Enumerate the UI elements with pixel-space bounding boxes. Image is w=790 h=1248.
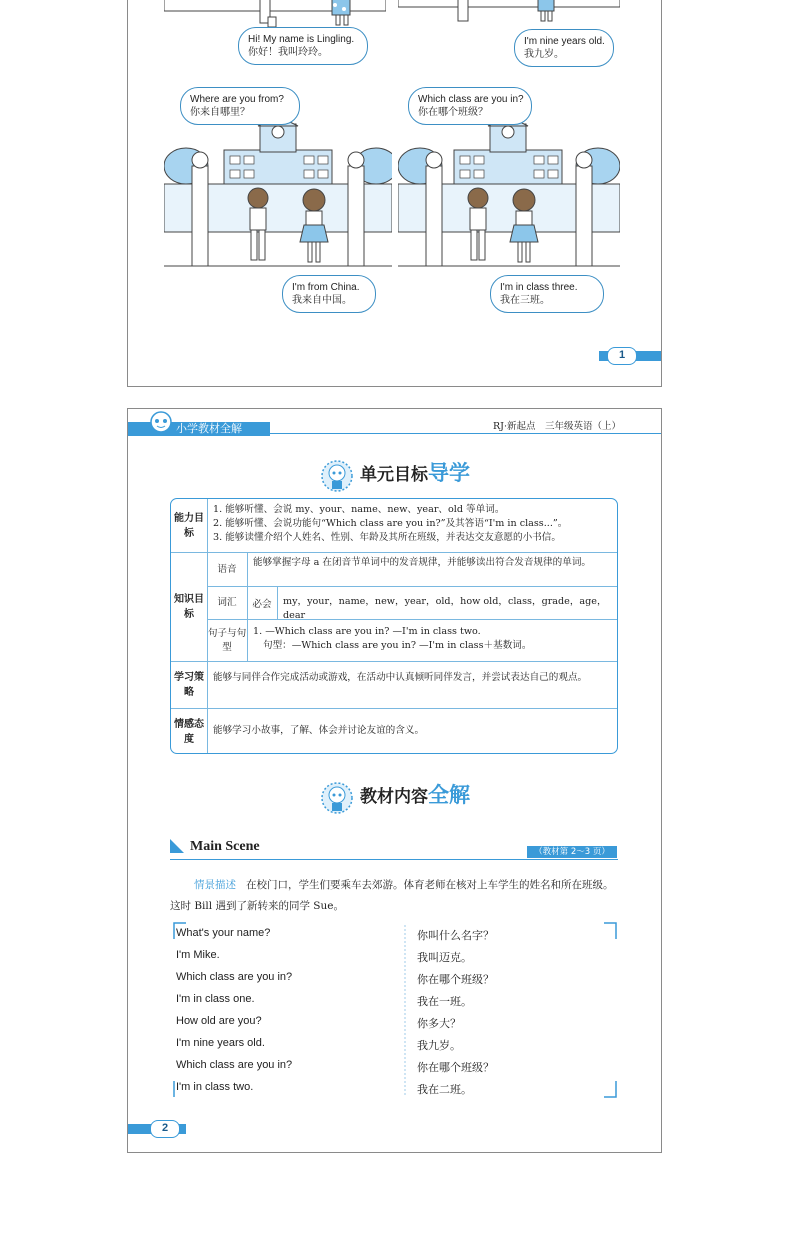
scene-description bbox=[170, 875, 620, 917]
ability-lines bbox=[213, 503, 611, 545]
comic-panel-top-right bbox=[398, 0, 620, 29]
dialog-line-english: I'm in class two. bbox=[176, 1081, 254, 1093]
triangle-marker-icon bbox=[170, 839, 184, 853]
goal-line: 1. 能够听懂、会说 my、your、name、new、year、old 等单词。 bbox=[213, 504, 505, 515]
section-title-text: 教材内容 bbox=[360, 787, 429, 807]
sub-label: 语音 bbox=[207, 553, 248, 586]
attitude-text: 能够学习小故事，了解、体会并讨论友谊的含义。 bbox=[213, 725, 425, 736]
page-number: 1 bbox=[607, 347, 637, 365]
scene-description-text: 在校门口，学生们要乘车去郊游。体育老师在核对上车学生的姓名和所在班级。这时 Bill 遇到了新转来的同学 Sue。 bbox=[170, 879, 614, 912]
textbook-page-1 bbox=[127, 0, 662, 387]
goals-table bbox=[170, 498, 618, 754]
dialog-line-english: I'm in class one. bbox=[176, 993, 255, 1005]
dialog-bracket-frame bbox=[172, 921, 618, 1101]
row-label: 情感态度 bbox=[171, 709, 208, 754]
comic-panel-school-gate-left bbox=[164, 114, 392, 274]
comic-panel-school-gate-right bbox=[398, 114, 620, 274]
dialog-line-chinese: 你在哪个班级？ bbox=[417, 973, 494, 986]
mascot-icon bbox=[319, 459, 355, 493]
bubble-english: I'm in class three. bbox=[500, 282, 578, 293]
dialog-line-english: I'm Mike. bbox=[176, 949, 220, 961]
textbook-page-2 bbox=[127, 408, 662, 1153]
row-label: 知识目标 bbox=[171, 553, 208, 661]
bubble-chinese: 你来自哪里？ bbox=[190, 107, 250, 118]
sentence-text bbox=[253, 625, 611, 653]
row-label: 学习策略 bbox=[171, 662, 208, 708]
bubble-chinese: 我在三班。 bbox=[500, 295, 550, 306]
bubble-chinese: 你在哪个班级？ bbox=[418, 107, 488, 118]
bubble-chinese: 我来自中国。 bbox=[292, 295, 352, 306]
sub-label: 句子与句型 bbox=[207, 619, 248, 662]
row-label: 能力目标 bbox=[171, 499, 208, 552]
bubble-chinese: 你好！我叫玲玲。 bbox=[248, 47, 328, 58]
section-title-accent: 全解 bbox=[428, 783, 471, 807]
dialog-line-chinese: 我在二班。 bbox=[417, 1083, 472, 1096]
book-series-label: RJ·新起点 三年级英语（上） bbox=[493, 421, 621, 432]
scene-description-label: 情景描述 bbox=[194, 879, 236, 891]
goal-line: 3. 能够读懂介绍个人姓名、性别、年龄及其所在班级，并表达交友意愿的小书信。 bbox=[213, 532, 561, 543]
mascot-icon bbox=[319, 781, 355, 815]
bubble-english: I'm from China. bbox=[292, 282, 360, 293]
dialog-line-english: I'm nine years old. bbox=[176, 1037, 265, 1049]
mascot-icon bbox=[146, 409, 176, 439]
phonetics-text: 能够掌握字母 a 在闭音节单词中的发音规律，并能够读出符合发音规律的单词。 bbox=[253, 557, 592, 568]
speech-bubble bbox=[408, 87, 532, 125]
dialog-line-chinese: 我九岁。 bbox=[417, 1039, 461, 1052]
dialog-block bbox=[172, 921, 618, 1101]
dialog-line-chinese: 我在一班。 bbox=[417, 995, 472, 1008]
main-scene-title: Main Scene bbox=[190, 839, 260, 854]
sub-label: 词汇 bbox=[207, 586, 248, 619]
bubble-english: Hi! My name is Lingling. bbox=[248, 34, 355, 45]
bubble-english: Where are you from? bbox=[190, 94, 284, 105]
goals-row-ability bbox=[171, 499, 617, 553]
speech-bubble bbox=[180, 87, 300, 125]
bubble-english: I'm nine years old. bbox=[524, 36, 605, 47]
textbook-page-ref: （教材第 2～3 页） bbox=[527, 846, 617, 858]
dialog-line-chinese: 我叫迈克。 bbox=[417, 951, 472, 964]
dialog-line-chinese: 你叫什么名字？ bbox=[417, 929, 494, 942]
goals-row-strategy bbox=[171, 662, 617, 709]
page-number-tab bbox=[599, 351, 661, 361]
section-title-text: 单元目标 bbox=[360, 465, 429, 485]
section-title-content bbox=[128, 779, 661, 815]
sentence-line: 1. —Which class are you in? —I'm in class two. bbox=[253, 626, 481, 637]
section-title-accent: 导学 bbox=[428, 461, 471, 485]
vocab-must-label: 必会 bbox=[247, 586, 278, 619]
dialog-line-chinese: 你多大？ bbox=[417, 1017, 461, 1030]
book-brand: 小学教材全解 bbox=[128, 422, 270, 436]
sentence-line: 句型：—Which class are you in? —I'm in class＋基数词。 bbox=[263, 640, 532, 651]
dialog-line-english: Which class are you in? bbox=[176, 1059, 293, 1071]
vocab-text: my，your，name，new，year，old，how old，class，grade，age，dear bbox=[283, 596, 607, 621]
dialog-line-english: Which class are you in? bbox=[176, 971, 293, 983]
speech-bubble bbox=[282, 275, 376, 313]
speech-bubble bbox=[238, 27, 368, 65]
section-title-unit-goals bbox=[128, 457, 661, 493]
page-number-tab bbox=[128, 1124, 186, 1134]
page-number: 2 bbox=[150, 1120, 180, 1138]
dialog-line-english: What's your name? bbox=[176, 927, 271, 939]
bubble-chinese: 我九岁。 bbox=[524, 49, 564, 60]
strategy-text: 能够与同伴合作完成活动或游戏，在活动中认真倾听同伴发言，并尝试表达自己的观点。 bbox=[213, 672, 588, 683]
goals-row-attitude bbox=[171, 709, 617, 754]
bubble-english: Which class are you in? bbox=[418, 94, 524, 105]
speech-bubble bbox=[490, 275, 604, 313]
dialog-line-chinese: 你在哪个班级？ bbox=[417, 1061, 494, 1074]
dialog-line-english: How old are you? bbox=[176, 1015, 262, 1027]
speech-bubble bbox=[514, 29, 614, 67]
goal-line: 2. 能够听懂、会说功能句“Which class are you in?”及其答语“I'm in class...”。 bbox=[213, 518, 568, 529]
goals-row-knowledge bbox=[171, 553, 617, 662]
